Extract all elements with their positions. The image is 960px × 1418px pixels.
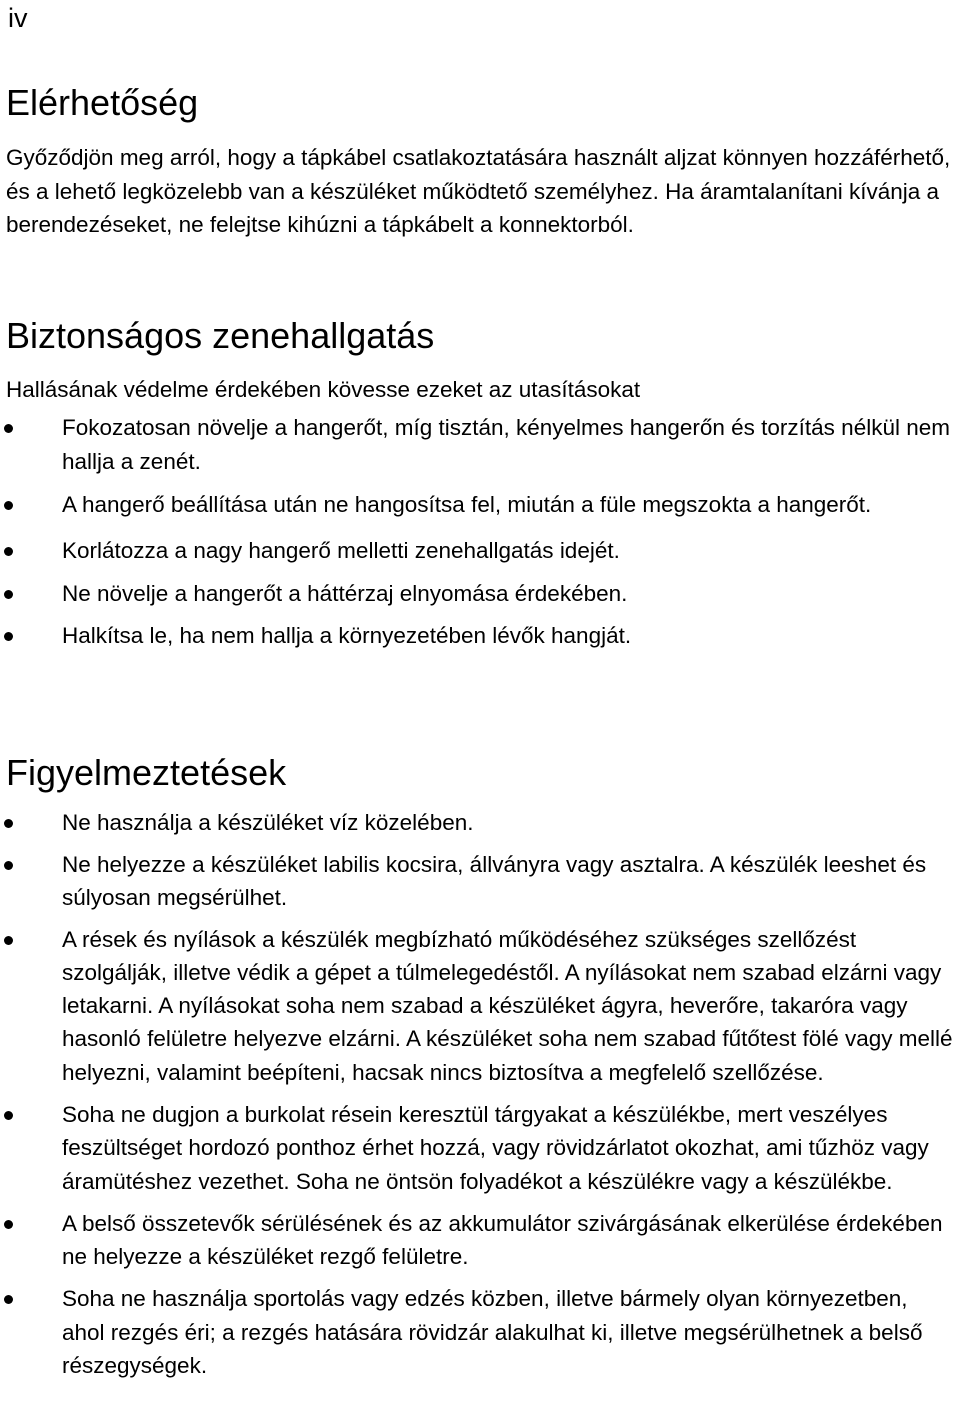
list-item (0, 1207, 960, 1274)
list-item (0, 806, 960, 840)
list-item (0, 411, 960, 479)
list-item (0, 923, 960, 1089)
list-item-text: Fokozatosan növelje a hangerőt, míg tisztán, kényelmes hangerőn és torzítás nélkül nem hallja a zenét. (62, 415, 950, 474)
list-item-text: Soha ne használja sportolás vagy edzés közben, illetve bármely olyan környezetben, ahol rezgés éri; a rezgés hatására rövidzár alakulhat ki, illetve megsérülhetnek a belső részegységek. (62, 1286, 923, 1379)
bullet-icon (4, 1220, 13, 1229)
bullet-icon (4, 819, 13, 828)
list-item-text: Soha ne dugjon a burkolat résein keresztül tárgyakat a készülékbe, mert veszélyes feszültséget hordozó ponthoz érhet hozzá, vagy rövidzárlatot okozhat, ami tűzhöz vagy áramütéshez vezethet. Soha ne öntsön folyadékot a készülékre vagy a készülékbe. (62, 1101, 929, 1194)
list-item-text: A belső összetevők sérülésének és az akkumulátor szivárgásának elkerülése érdekében ne helyezze a készüléket rezgő felületre. (62, 1210, 943, 1270)
list-item (0, 848, 960, 915)
bullet-icon (4, 547, 13, 556)
bullet-icon (4, 936, 13, 945)
list-item (0, 1282, 960, 1382)
availability-heading: Elérhetőség (6, 82, 199, 123)
safe-listening-intro: Hallásának védelme érdekében kövesse ezeket az utasításokat (6, 377, 641, 402)
list-item-text: Halkítsa le, ha nem hallja a környezetében lévők hangját. (62, 623, 632, 648)
bullet-icon (4, 424, 13, 433)
warnings-list (0, 806, 960, 1391)
list-item (0, 488, 960, 522)
list-item-text: A rések és nyílások a készülék megbízható működéséhez szükséges szellőzést szolgálják, illetve védik a gépet a túlmelegedéstől. A nyílásokat nem szabad elzárni vagy letakarni. A nyílásokat soha nem szabad a készüléket ágyra, heverőre, takaróra vagy hasonló felületre helyezve elzárni. A készüléket soha nem szabad fűtőtest fölé vagy mellé helyezni, valamint beépíteni, hacsak nincs biztosítva a megfelelő szellőzése. (62, 926, 953, 1085)
availability-text: Győződjön meg arról, hogy a tápkábel csatlakoztatására használt aljzat könnyen hozzáférhető, és a lehető legközelebb van a készüléket működtető személyhez. Ha áramtalanítani kívánja a berendezéseket, ne felejtse kihúzni a tápkábelt a konnektorból. (6, 145, 951, 237)
list-item-text: Ne növelje a hangerőt a háttérzaj elnyomása érdekében. (62, 580, 628, 606)
page-number: iv (8, 3, 28, 33)
list-item (0, 534, 960, 568)
list-item-text: Ne helyezze a készüléket labilis kocsira, állványra vagy asztalra. A készülék leeshet és súlyosan megsérülhet. (62, 851, 927, 910)
bullet-icon (4, 861, 13, 870)
bullet-icon (4, 1111, 13, 1120)
list-item-text: Ne használja a készüléket víz közelében. (62, 810, 474, 835)
bullet-icon (4, 501, 13, 510)
warnings-heading: Figyelmeztetések (6, 752, 287, 793)
bullet-icon (4, 590, 13, 599)
bullet-icon (4, 632, 13, 641)
safe-listening-heading: Biztonságos zenehallgatás (6, 315, 435, 356)
list-item-text: A hangerő beállítása után ne hangosítsa fel, miután a füle megszokta a hangerőt. (62, 492, 872, 517)
safe-listening-list (0, 411, 960, 662)
list-item (0, 619, 960, 653)
bullet-icon (4, 1295, 13, 1304)
list-item-text: Korlátozza a nagy hangerő melletti zenehallgatás idejét. (62, 538, 620, 563)
list-item (0, 577, 960, 611)
list-item (0, 1098, 960, 1198)
